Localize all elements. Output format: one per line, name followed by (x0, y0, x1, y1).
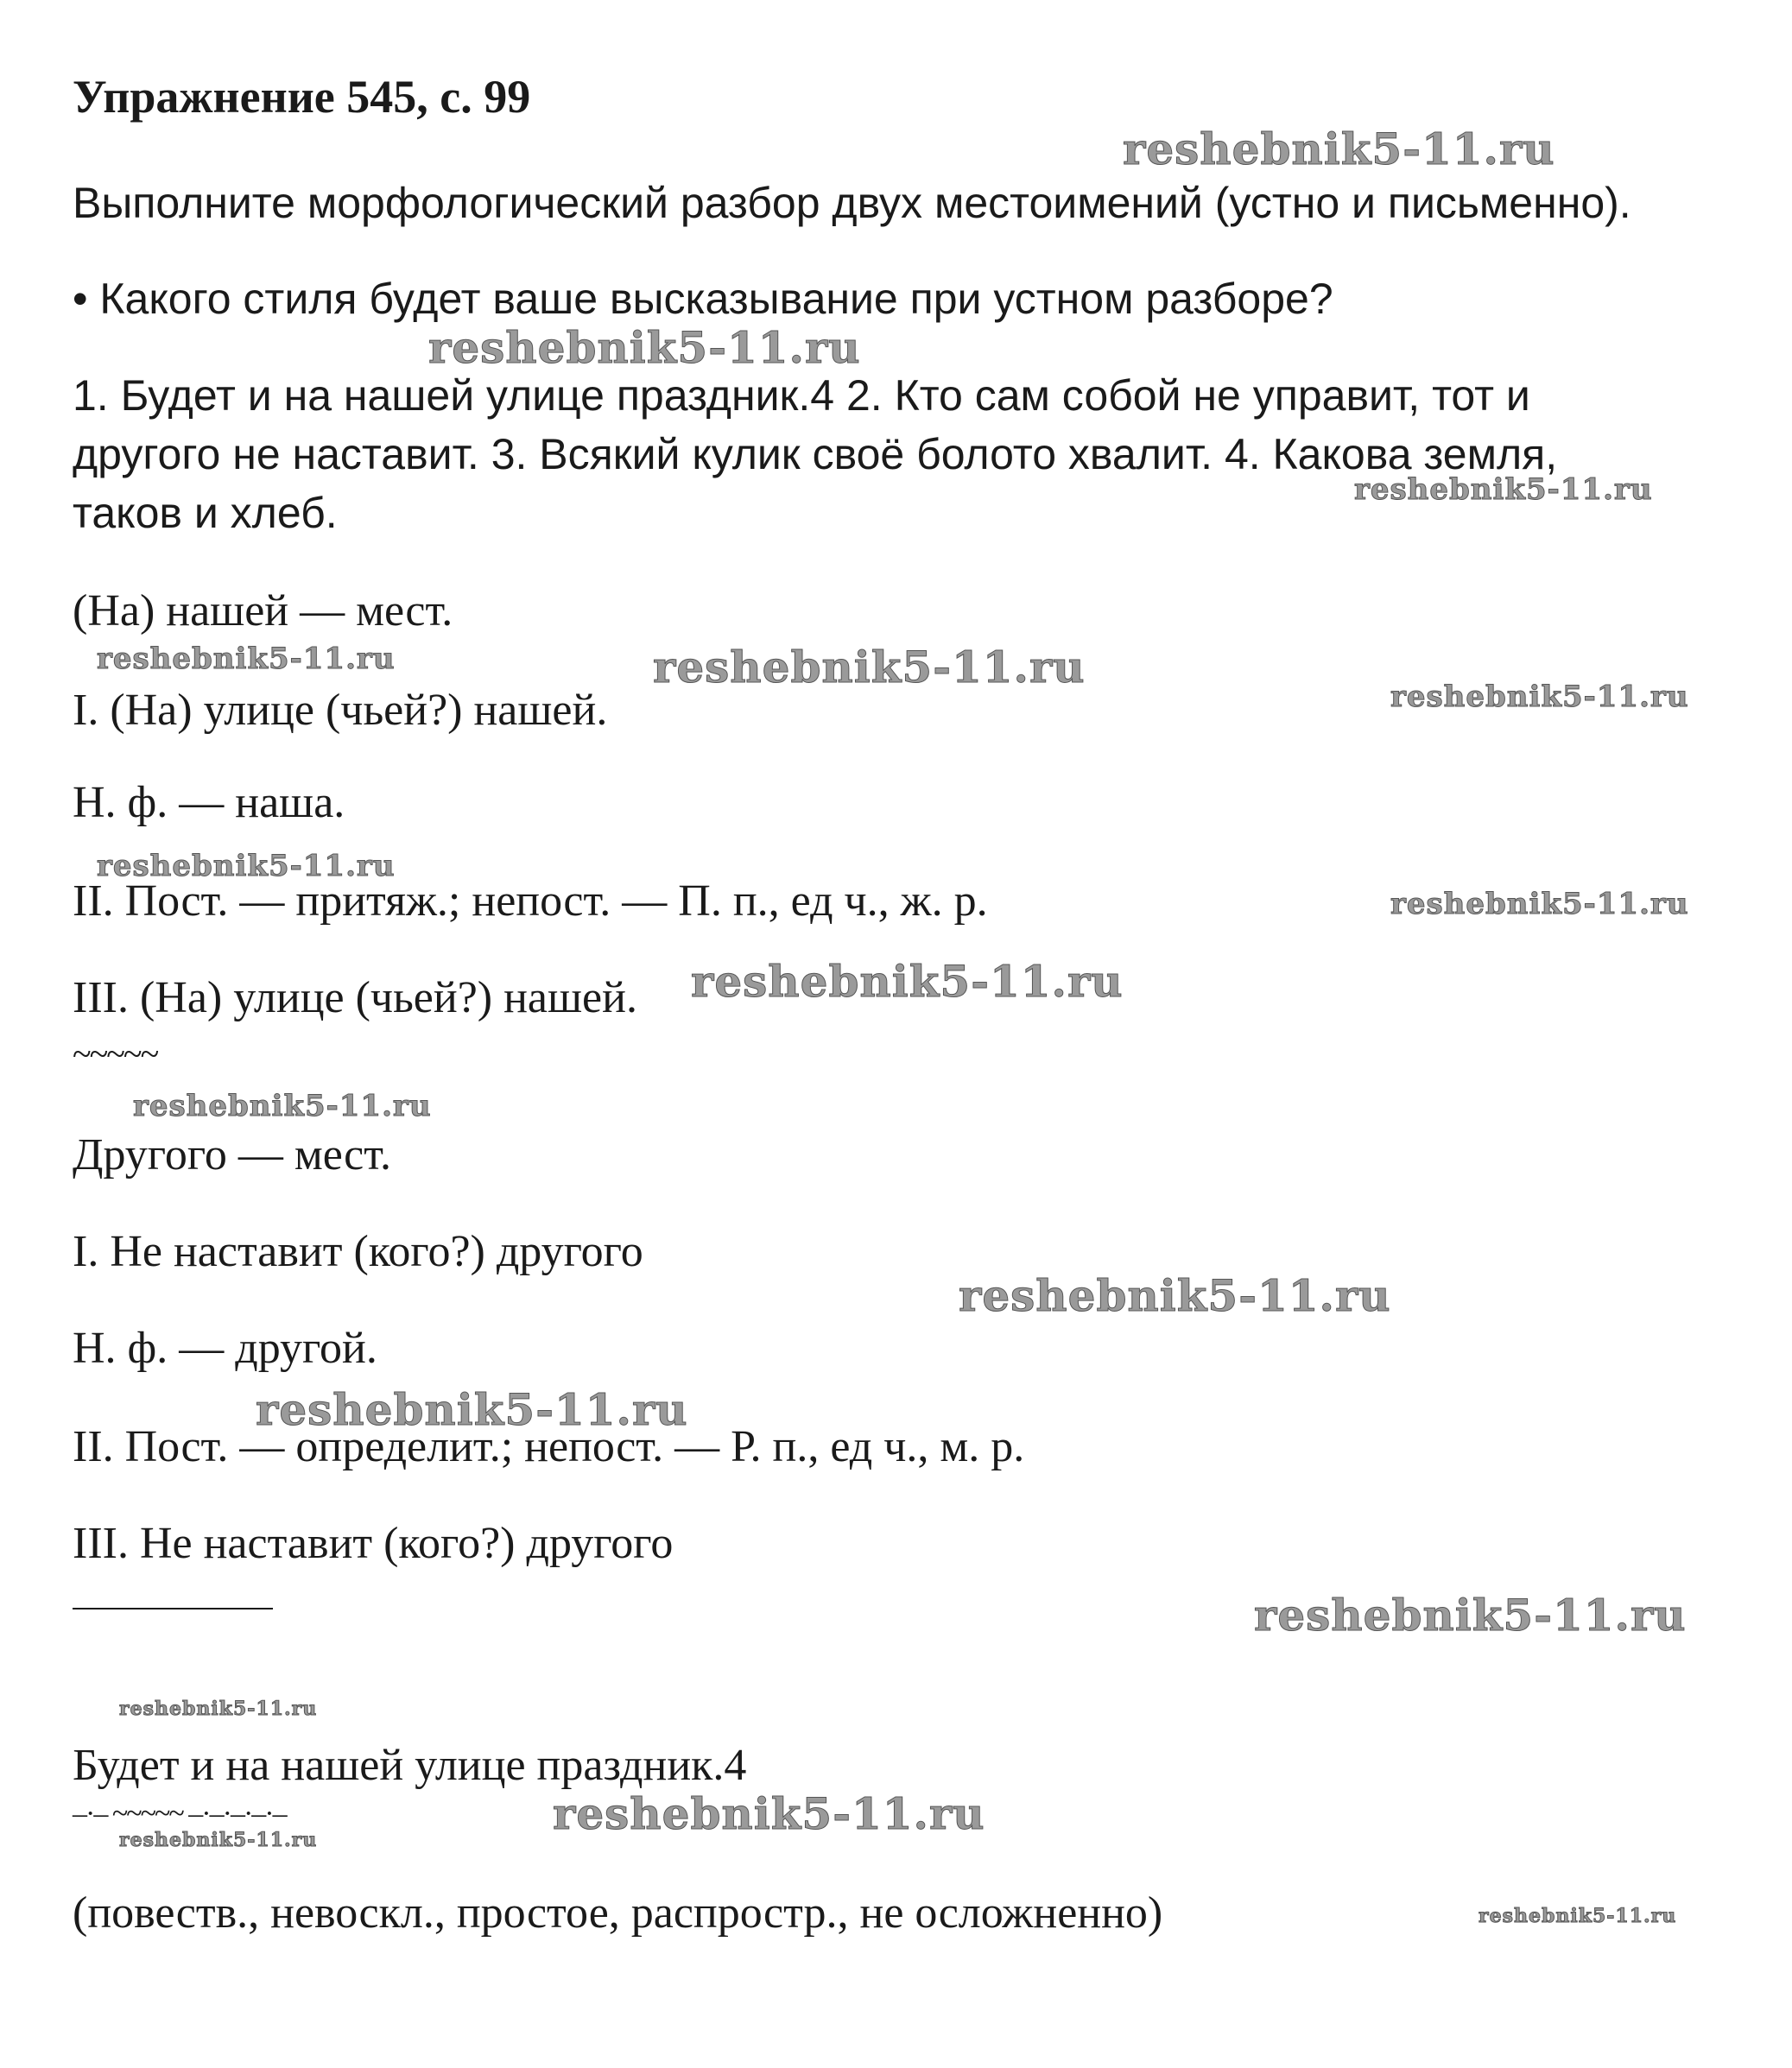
solid-underline-mark (73, 1608, 273, 1609)
analysis1-point-2: II. Пост. — притяж.; непост. — П. п., ед ч., ж. р. (73, 876, 988, 926)
watermark-stamp: reshebnik5-11.ru (97, 849, 396, 883)
watermark-stamp: reshebnik5-11.ru (691, 956, 1124, 1007)
watermark-stamp: reshebnik5-11.ru (1254, 1590, 1687, 1641)
analysis2-point-2: II. Пост. — определит.; непост. — Р. п., ед ч., м. р. (73, 1422, 1025, 1471)
watermark-stamp: reshebnik5-11.ru (553, 1788, 985, 1839)
watermark-stamp: reshebnik5-11.ru (428, 322, 861, 373)
analysis1-header: (На) нашей — мест. (73, 586, 453, 636)
watermark-stamp: reshebnik5-11.ru (1123, 123, 1555, 174)
watermark-stamp: reshebnik5-11.ru (1390, 680, 1689, 714)
task-text: Выполните морфологический разбор двух местоимений (устно и письменно). (73, 179, 1631, 227)
analysis2-point-3: III. Не наставит (кого?) другого (73, 1519, 674, 1568)
sentence-characteristics: (повеств., невоскл., простое, распростр., не осложненно) (73, 1888, 1163, 1938)
analysis1-point-1: I. (На) улице (чьей?) нашей. (73, 686, 608, 735)
exercise-title: Упражнение 545, с. 99 (73, 71, 531, 123)
watermark-stamp: reshebnik5-11.ru (1390, 887, 1689, 921)
watermark-stamp: reshebnik5-11.ru (119, 1698, 318, 1720)
parse-sentence: Будет и на нашей улице праздник.4 (73, 1741, 747, 1790)
analysis1-initial-form: Н. ф. — наша. (73, 778, 345, 827)
sentences-line-1: 1. Будет и на нашей улице праздник.4 2. Кто сам собой не управит, тот и (73, 371, 1530, 420)
watermark-stamp: reshebnik5-11.ru (1354, 472, 1653, 507)
watermark-stamp: reshebnik5-11.ru (133, 1089, 432, 1123)
watermark-stamp: reshebnik5-11.ru (653, 642, 1086, 692)
wavy-underline-mark: ~~~~~ (73, 1034, 158, 1073)
watermark-stamp: reshebnik5-11.ru (959, 1270, 1391, 1321)
analysis2-initial-form: Н. ф. — другой. (73, 1324, 377, 1373)
sentences-line-3: таков и хлеб. (73, 489, 338, 537)
watermark-stamp: reshebnik5-11.ru (256, 1384, 688, 1435)
analysis2-header: Другого — мест. (73, 1130, 392, 1179)
analysis1-point-3: III. (На) улице (чьей?) нашей. (73, 973, 637, 1022)
watermark-stamp: reshebnik5-11.ru (97, 642, 396, 676)
sentence-member-marks: –·– ~~~~~ –·–·–·–·– (73, 1798, 286, 1830)
question-text: • Какого стиля будет ваше высказывание при устном разборе? (73, 275, 1333, 323)
analysis2-point-1: I. Не наставит (кого?) другого (73, 1227, 643, 1276)
sentences-line-2: другого не наставит. 3. Всякий кулик своё болото хвалит. 4. Какова земля, (73, 430, 1558, 478)
watermark-stamp: reshebnik5-11.ru (1479, 1905, 1677, 1927)
watermark-stamp: reshebnik5-11.ru (119, 1829, 318, 1851)
